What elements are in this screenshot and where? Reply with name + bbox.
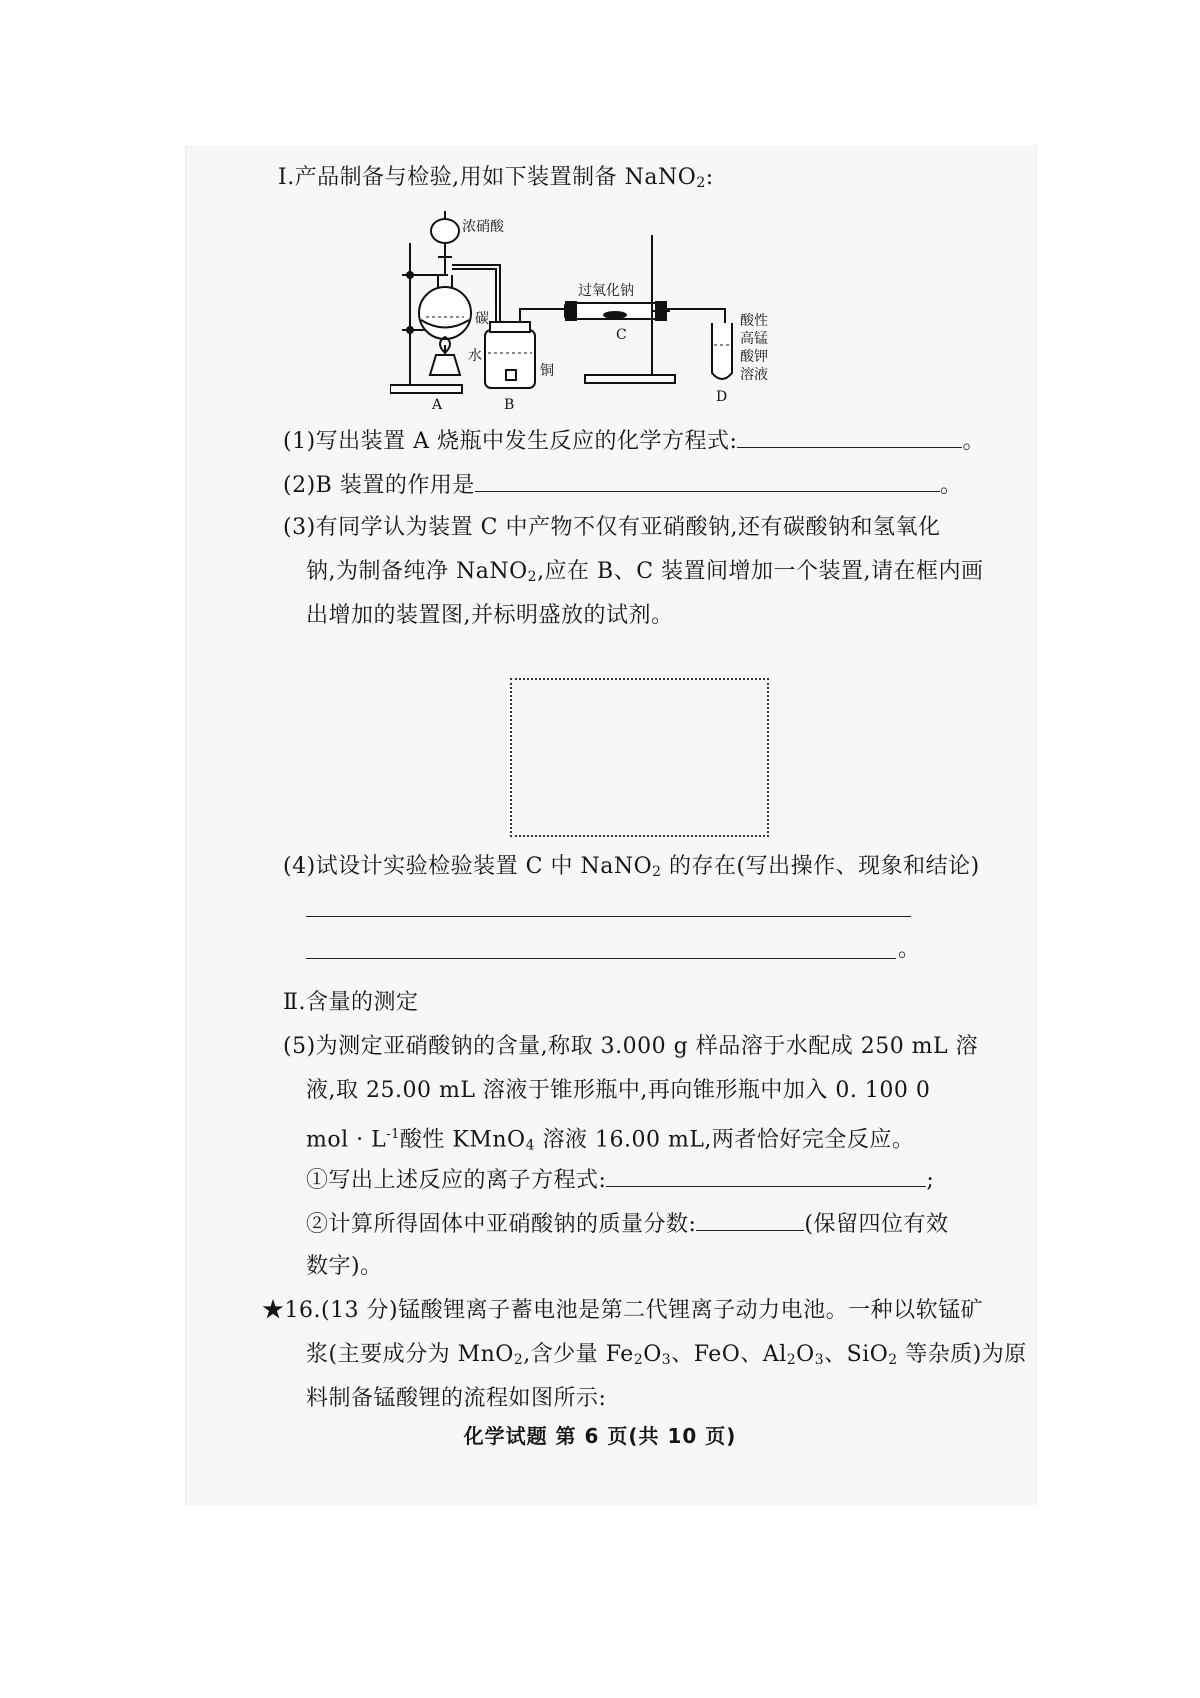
section-1-heading: Ⅰ.产品制备与检验,用如下装置制备 NaNO$_2$:	[278, 165, 714, 191]
label-copper: 铜	[540, 363, 554, 379]
page-footer: 化学试题 第 6 页(共 10 页)	[463, 1424, 737, 1448]
section-2-heading: Ⅱ.含量的测定	[283, 990, 419, 1015]
question-1: (1)写出装置 A 烧瓶中发生反应的化学方程式: 。	[283, 425, 985, 457]
drawing-answer-box[interactable]	[510, 678, 769, 837]
caption-d: D	[716, 389, 728, 405]
apparatus-d	[712, 323, 732, 379]
label-kmno4-1: 酸性	[740, 313, 768, 329]
question-5-line-1: (5)为测定亚硝酸钠的含量,称取 3.000 g 样品溶于水配成 250 mL 溶	[283, 1034, 979, 1059]
answer-line-q4-2[interactable]	[306, 958, 896, 959]
label-nitric-acid: 浓硝酸	[462, 219, 504, 235]
question-4-end: 。	[898, 937, 921, 962]
label-sodium-peroxide: 过氧化钠	[578, 283, 634, 299]
question-16-line-1: ★16.(13 分)锰酸锂离子蓄电池是第二代锂离子动力电池。一种以软锰矿	[262, 1298, 984, 1323]
question-3-line-1: (3)有同学认为装置 C 中产物不仅有亚硝酸钠,还有碳酸钠和氢氧化	[283, 515, 941, 540]
label-kmno4-3: 酸钾	[740, 349, 768, 365]
label-water: 水	[468, 348, 482, 364]
answer-blank-q5-1[interactable]	[606, 1164, 926, 1187]
label-kmno4-4: 溶液	[740, 367, 768, 383]
question-5-sub-2-line-2: 数字)。	[306, 1254, 383, 1279]
question-3-line-3: 出增加的装置图,并标明盛放的试剂。	[306, 603, 674, 628]
question-5-sub-1: ①写出上述反应的离子方程式: ;	[306, 1164, 934, 1196]
label-carbon: 碳	[475, 311, 489, 327]
apparatus-a	[390, 211, 500, 393]
answer-blank-q2[interactable]	[475, 469, 940, 492]
caption-a: A	[432, 397, 443, 413]
answer-line-q4-1[interactable]	[306, 916, 911, 917]
question-5-sub-2: ②计算所得固体中亚硝酸钠的质量分数: (保留四位有效	[306, 1208, 949, 1240]
question-5-line-3: mol · $L^{-1}$酸性 KMnO$_4$ 溶液 16.00 mL,两者恰好完全反应。	[306, 1127, 915, 1154]
apparatus-diagram	[390, 205, 790, 415]
answer-blank-q1[interactable]	[737, 425, 962, 448]
label-kmno4-2: 高锰	[740, 331, 768, 347]
question-2: (2)B 装置的作用是 。	[283, 469, 962, 501]
caption-c: C	[616, 327, 627, 343]
question-16-line-3: 料制备锰酸锂的流程如图所示:	[306, 1386, 607, 1411]
question-3-line-2: 钠,为制备纯净 NaNO$_2$,应在 B、C 装置间增加一个装置,请在框内画	[306, 559, 984, 585]
answer-blank-q5-2[interactable]	[696, 1208, 804, 1231]
question-5-line-2: 液,取 25.00 mL 溶液于锥形瓶中,再向锥形瓶中加入 0. 100 0	[306, 1078, 931, 1103]
question-4: (4)试设计实验检验装置 C 中 NaNO$_2$ 的存在(写出操作、现象和结论)	[283, 854, 980, 880]
apparatus-c	[565, 235, 725, 383]
caption-b: B	[504, 397, 515, 413]
question-16-line-2: 浆(主要成分为 MnO$_2$,含少量 $Fe_2O_3$、FeO、$Al_2O_3$、SiO$_2$ 等杂质)为原	[306, 1342, 1027, 1368]
